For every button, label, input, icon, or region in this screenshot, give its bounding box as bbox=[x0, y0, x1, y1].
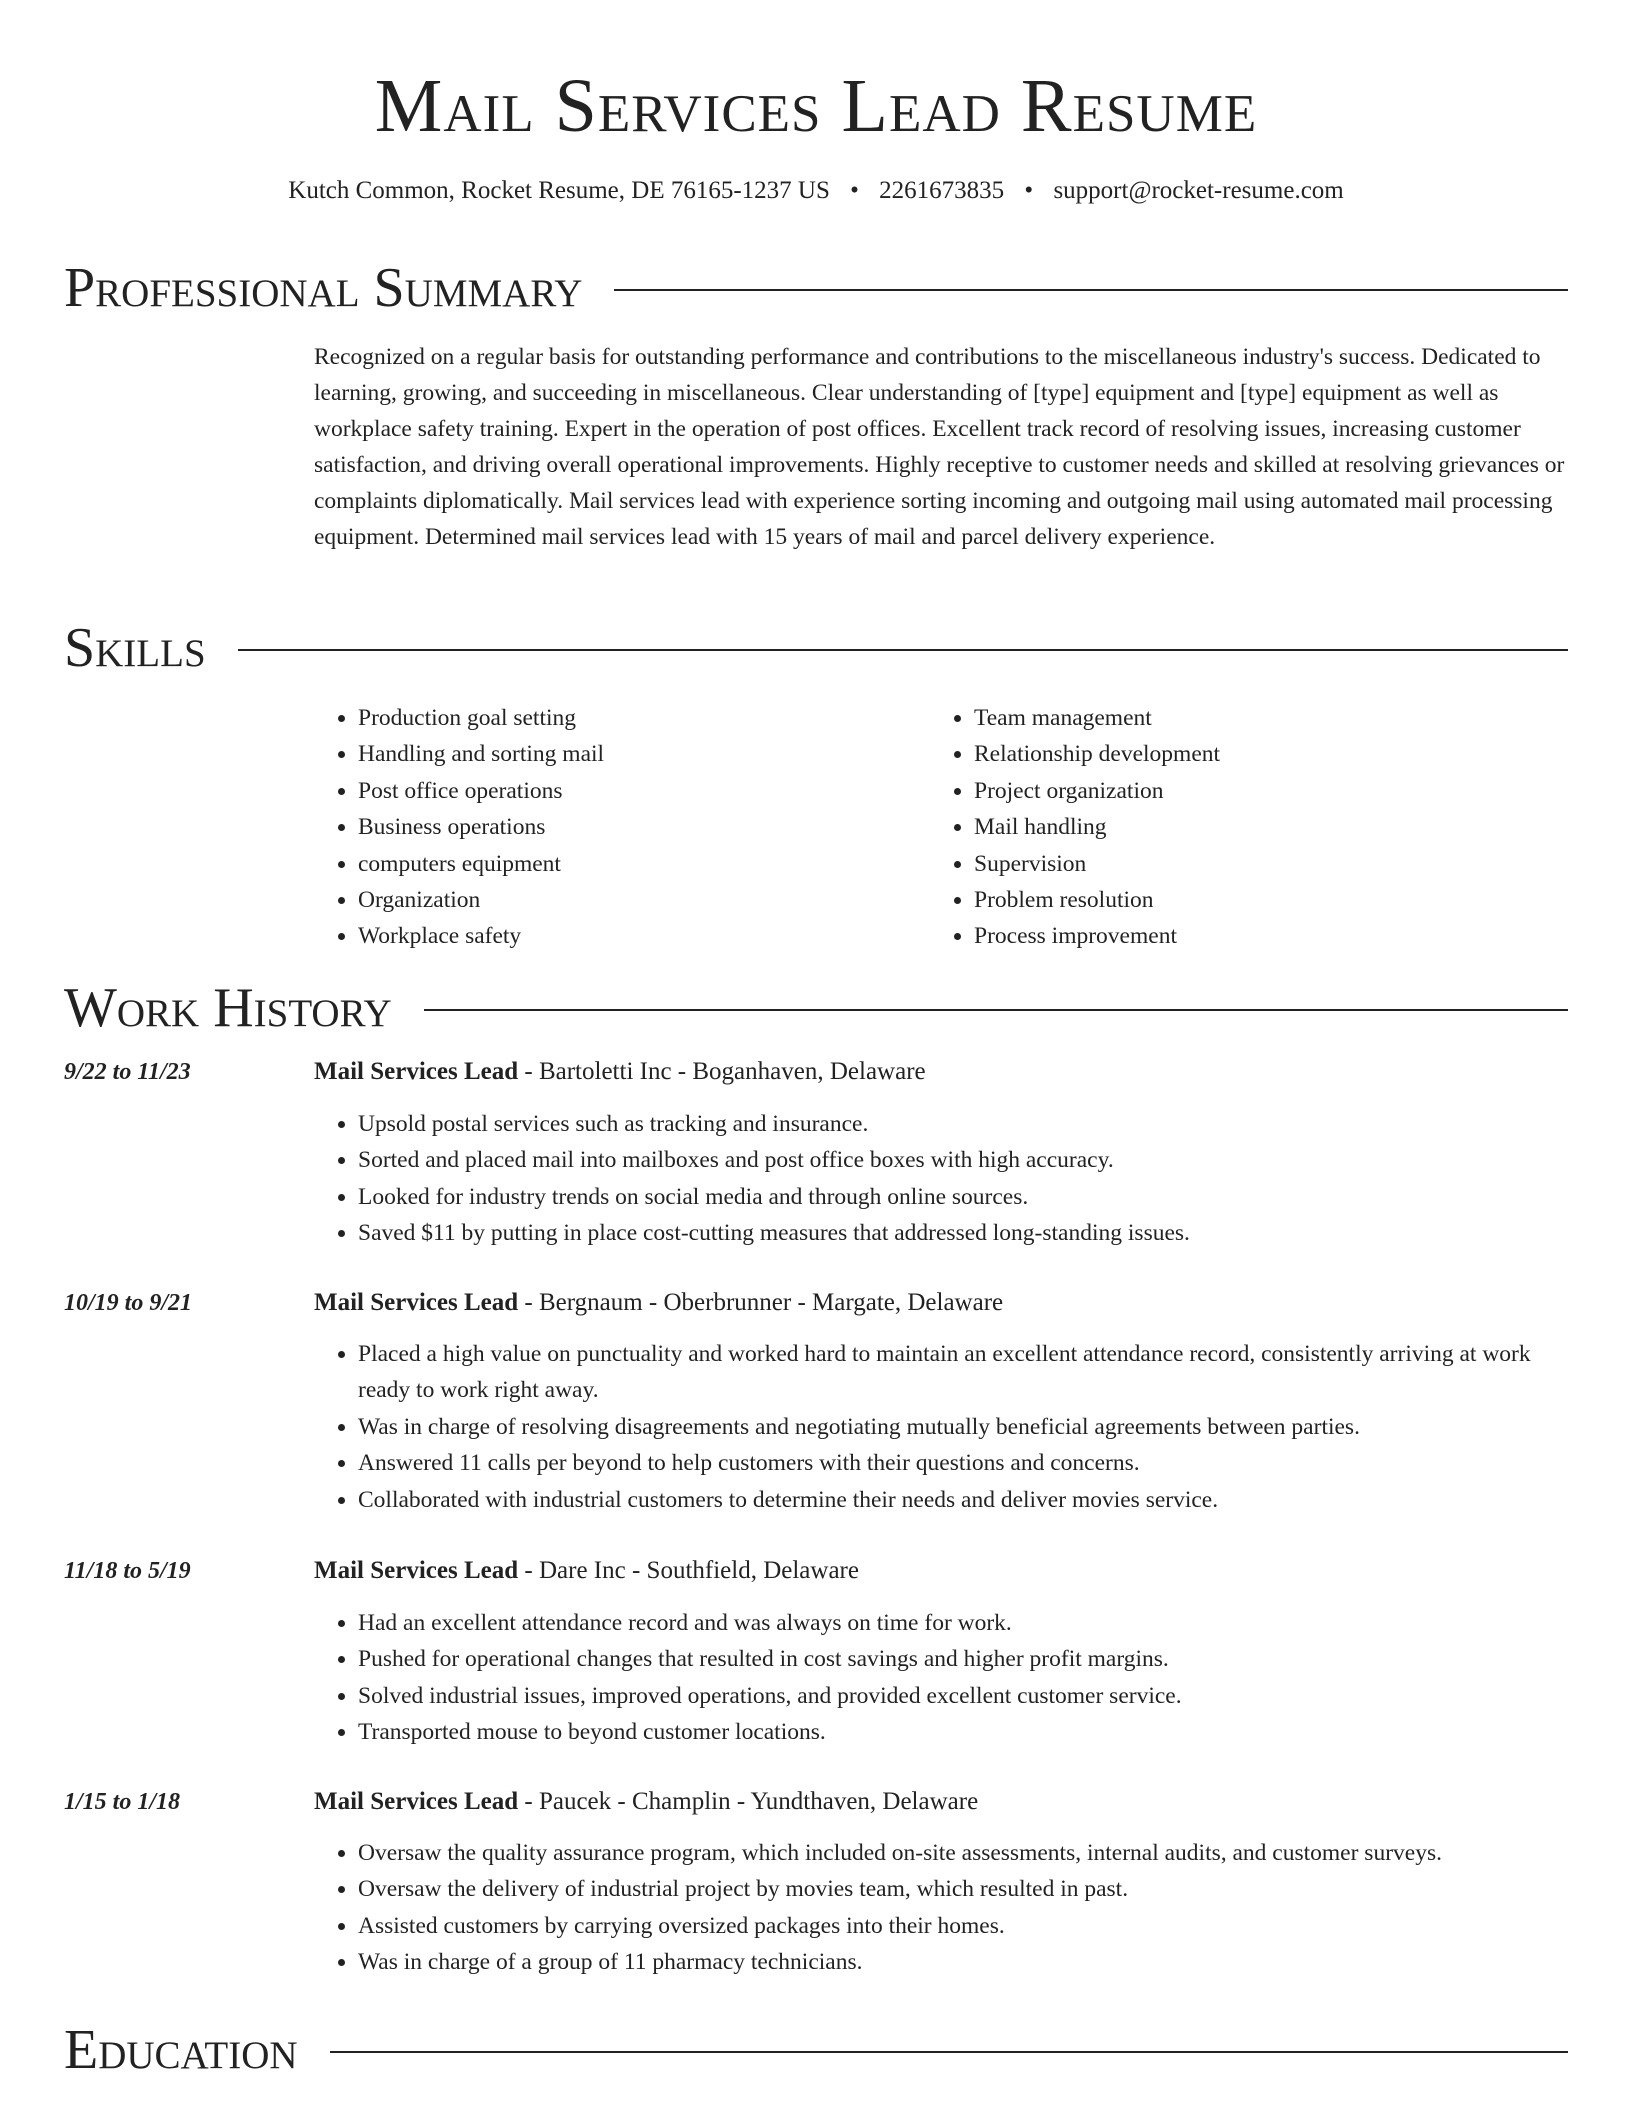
skill-item: • Mail handling bbox=[974, 809, 1546, 845]
job-company: - Paucek - Champlin - Yundthaven, Delaware bbox=[518, 1788, 979, 1815]
skill-item: • Process improvement bbox=[974, 918, 1546, 954]
job-bullet: • Transported mouse to beyond customer locations. bbox=[358, 1714, 1568, 1750]
contact-line bbox=[0, 175, 1632, 207]
job-bullet: • Placed a high value on punctuality and worked hard to maintain an excellent attendance record, consistently arriving at work ready to work right away. bbox=[358, 1336, 1568, 1409]
section-title: Education bbox=[64, 2019, 298, 2081]
job-dates: 1/15 to 1/18 bbox=[64, 1789, 181, 1815]
separator: • bbox=[850, 177, 859, 204]
job-bullet: • Looked for industry trends on social media and through online sources. bbox=[358, 1179, 1568, 1215]
job-bullet: • Oversaw the quality assurance program, which included on-site assessments, internal audits, and customer surveys. bbox=[358, 1835, 1568, 1871]
skill-item: • Business operations bbox=[358, 809, 930, 845]
summary-text: Recognized on a regular basis for outstanding performance and contributions to the miscellaneous industry's success. Dedicated to learning, growing, and succeeding in miscellaneous. Clear understanding of [type] equipment and [type] equipment as well as workplace safety training. Expert in the operation of post offices. Excellent track record of resolving issues, increasing customer satisfaction, and driving overall operational improvements. Highly receptive to customer needs and skilled at resolving grievances or complaints diplomatically. Mail services lead with experience sorting incoming and outgoing mail using automated mail processing equipment. Determined mail services lead with 15 years of mail and parcel delivery experience. bbox=[314, 344, 1565, 550]
job-dates: 9/22 to 11/23 bbox=[64, 1059, 191, 1085]
job-company: - Dare Inc - Southfield, Delaware bbox=[518, 1557, 859, 1584]
section-header-skills bbox=[64, 616, 1568, 680]
job-company: - Bergnaum - Oberbrunner - Margate, Delaware bbox=[518, 1289, 1004, 1316]
phone: 2261673835 bbox=[879, 177, 1005, 204]
section-divider bbox=[330, 2051, 1568, 2053]
section-title: Professional Summary bbox=[64, 257, 583, 319]
section-title: Work History bbox=[64, 977, 392, 1039]
skill-item: • Relationship development bbox=[974, 736, 1546, 772]
job-bullet: • Sorted and placed mail into mailboxes and post office boxes with high accuracy. bbox=[358, 1142, 1568, 1178]
job-heading bbox=[314, 1553, 859, 1589]
job-bullet: • Was in charge of resolving disagreements and negotiating mutually beneficial agreements between parties. bbox=[358, 1409, 1568, 1445]
job-company: - Bartoletti Inc - Boganhaven, Delaware bbox=[518, 1058, 926, 1085]
skill-item: • computers equipment bbox=[358, 846, 930, 882]
job-dates: 11/18 to 5/19 bbox=[64, 1558, 191, 1584]
page-title: Mail Services Lead Resume bbox=[374, 64, 1258, 148]
job-heading bbox=[314, 1054, 926, 1090]
job-bullet: • Saved $11 by putting in place cost-cutting measures that addressed long-standing issues. bbox=[358, 1215, 1568, 1251]
section-title: Skills bbox=[64, 617, 206, 679]
section-header-summary bbox=[64, 256, 1568, 320]
job-bullet: • Solved industrial issues, improved operations, and provided excellent customer service. bbox=[358, 1678, 1568, 1714]
section-divider bbox=[238, 649, 1568, 651]
job-bullets bbox=[314, 1106, 1568, 1252]
job-heading bbox=[314, 1285, 1003, 1321]
job-bullet: • Answered 11 calls per beyond to help customers with their questions and concerns. bbox=[358, 1445, 1568, 1481]
job-bullet: • Upsold postal services such as tracking and insurance. bbox=[358, 1106, 1568, 1142]
skill-item: • Post office operations bbox=[358, 773, 930, 809]
skill-item: • Supervision bbox=[974, 846, 1546, 882]
skill-item: • Project organization bbox=[974, 773, 1546, 809]
job-heading bbox=[314, 1784, 978, 1820]
skill-item: • Organization bbox=[358, 882, 930, 918]
skill-item: • Workplace safety bbox=[358, 918, 930, 954]
skill-item: • Handling and sorting mail bbox=[358, 736, 930, 772]
job-title: Mail Services Lead bbox=[314, 1557, 519, 1584]
section-header-work bbox=[64, 976, 1568, 1040]
address: Kutch Common, Rocket Resume, DE 76165-1237 US bbox=[288, 177, 830, 204]
job-bullet: • Had an excellent attendance record and was always on time for work. bbox=[358, 1605, 1568, 1641]
skill-item: • Problem resolution bbox=[974, 882, 1546, 918]
job-title: Mail Services Lead bbox=[314, 1058, 519, 1085]
job-bullets bbox=[314, 1605, 1568, 1751]
job-bullet: • Oversaw the delivery of industrial project by movies team, which resulted in past. bbox=[358, 1871, 1568, 1907]
section-divider bbox=[614, 289, 1568, 291]
job-title: Mail Services Lead bbox=[314, 1788, 519, 1815]
email: support@rocket-resume.com bbox=[1053, 177, 1344, 204]
skills-column-left bbox=[314, 700, 930, 955]
job-bullet: • Was in charge of a group of 11 pharmacy technicians. bbox=[358, 1944, 1568, 1980]
job-bullets bbox=[314, 1336, 1568, 1518]
job-bullet: • Assisted customers by carrying oversized packages into their homes. bbox=[358, 1908, 1568, 1944]
skills-list bbox=[314, 700, 1568, 955]
separator: • bbox=[1024, 177, 1034, 204]
job-bullet: • Pushed for operational changes that resulted in cost savings and higher profit margins. bbox=[358, 1641, 1568, 1677]
section-header-education bbox=[64, 2018, 1568, 2082]
skill-item: • Production goal setting bbox=[358, 700, 930, 736]
skill-item: • Team management bbox=[974, 700, 1546, 736]
job-title: Mail Services Lead bbox=[314, 1289, 519, 1316]
job-bullet: • Collaborated with industrial customers to determine their needs and deliver movies service. bbox=[358, 1482, 1568, 1518]
job-bullets bbox=[314, 1835, 1568, 1981]
skills-column-right bbox=[930, 700, 1546, 955]
job-dates: 10/19 to 9/21 bbox=[64, 1290, 193, 1316]
section-divider bbox=[424, 1009, 1568, 1011]
